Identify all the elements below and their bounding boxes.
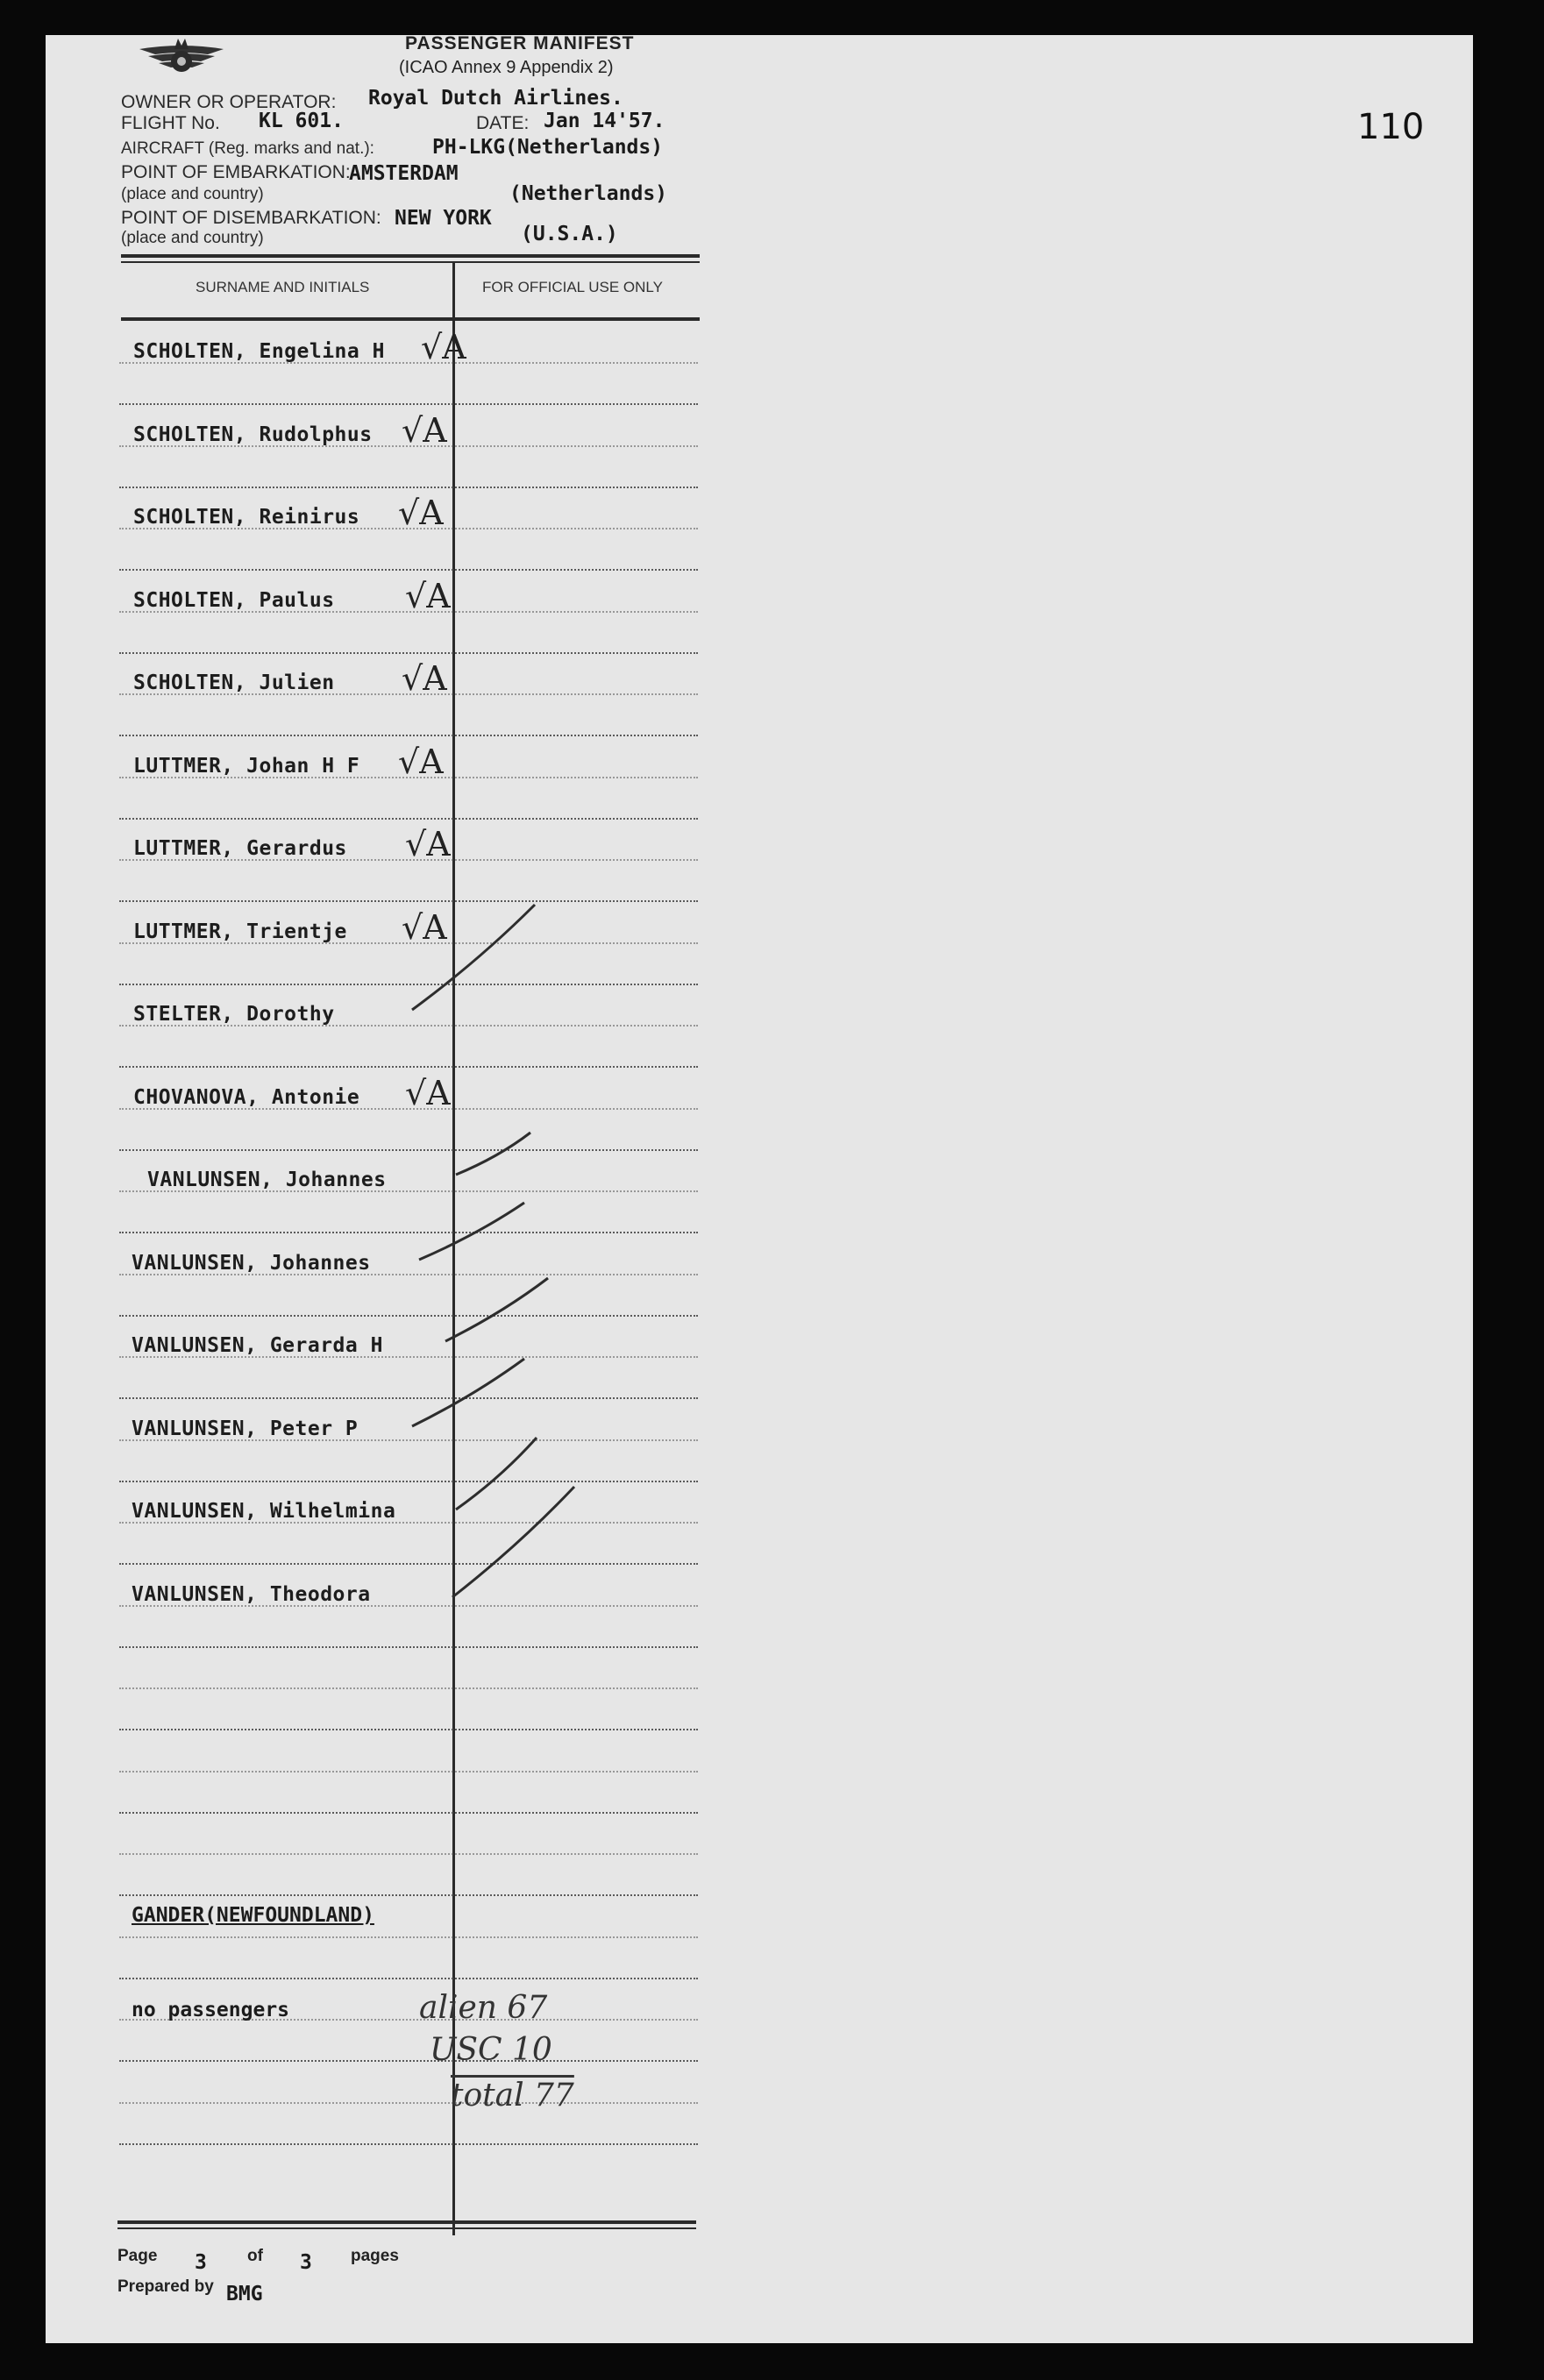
owner-label: OWNER OR OPERATOR: <box>121 92 337 112</box>
form-rule-line <box>119 1397 698 1399</box>
form-rule-line <box>119 487 698 488</box>
passenger-name: VANLUNSEN, Johannes <box>132 1251 371 1275</box>
official-check-mark: √A <box>405 1073 451 1112</box>
passenger-name: VANLUNSEN, Theodora <box>132 1582 371 1606</box>
form-rule-line <box>119 1149 698 1151</box>
disembarkation-sublabel: (place and country) <box>121 229 264 247</box>
passenger-name: SCHOLTEN, Rudolphus <box>133 423 373 446</box>
official-check-mark: √A <box>402 410 447 450</box>
passenger-name: SCHOLTEN, Reinirus <box>133 506 360 529</box>
footer-pages-label: pages <box>351 2247 399 2265</box>
embarkation-sublabel: (place and country) <box>121 185 264 203</box>
form-rule-line <box>119 1563 698 1565</box>
form-rule-line <box>119 652 698 654</box>
official-check-mark: √A <box>402 659 447 698</box>
form-rule-line <box>119 1978 698 1979</box>
footer-rule-thin <box>117 2227 696 2229</box>
embarkation-value: AMSTERDAM <box>349 162 459 185</box>
date-label: DATE: <box>476 113 530 133</box>
footer-page-label: Page <box>117 2247 158 2265</box>
form-rule-line <box>119 1936 698 1938</box>
form-rule-line <box>119 1812 698 1814</box>
official-check-mark: √A <box>405 825 451 863</box>
footer-prepared-label: Prepared by <box>117 2277 214 2296</box>
embarkation-country: (Netherlands) <box>509 182 668 205</box>
passenger-name: SCHOLTEN, Paulus <box>133 588 335 612</box>
passenger-name: SCHOLTEN, Julien <box>133 671 335 694</box>
form-rule-line <box>119 1066 698 1068</box>
form-rule-line <box>119 1894 698 1896</box>
tally-alien: alien 67 <box>419 1990 548 2026</box>
form-rule-line <box>119 984 698 985</box>
header-rule <box>121 254 700 258</box>
form-rule-line <box>119 1315 698 1317</box>
official-check-mark: √A <box>398 742 444 781</box>
tally-usc: USC 10 <box>430 2032 552 2068</box>
manifest-subtitle: (ICAO Annex 9 Appendix 2) <box>399 58 614 77</box>
disembarkation-label: POINT OF DISEMBARKATION: <box>121 208 381 228</box>
footer-page-value: 3 <box>195 2251 207 2274</box>
stopover-note: no passengers <box>132 1999 290 2021</box>
stopover-place: GANDER(NEWFOUNDLAND) <box>132 1904 374 1927</box>
embarkation-label: POINT OF EMBARKATION: <box>121 162 351 182</box>
footer-total-pages: 3 <box>300 2251 312 2274</box>
form-rule-line <box>119 1729 698 1730</box>
column-header-name: SURNAME AND INITIALS <box>196 279 370 295</box>
passenger-name: STELTER, Dorothy <box>133 1003 335 1026</box>
page-number: 110 <box>1357 107 1425 147</box>
disembarkation-country: (U.S.A.) <box>521 223 618 245</box>
form-rule-line <box>119 2060 698 2062</box>
manifest-title: PASSENGER MANIFEST <box>405 33 635 53</box>
disembarkation-value: NEW YORK <box>395 207 492 230</box>
passenger-name: LUTTMER, Gerardus <box>133 837 347 860</box>
form-rule-line <box>119 1481 698 1482</box>
form-rule-line <box>119 1646 698 1648</box>
official-check-mark: √A <box>405 576 451 615</box>
header-rule-thin <box>121 261 700 263</box>
passenger-name: SCHOLTEN, Engelina H <box>133 340 385 363</box>
form-rule-line <box>119 569 698 571</box>
date-value: Jan 14'57. <box>544 110 665 132</box>
passenger-name: VANLUNSEN, Wilhelmina <box>132 1500 396 1523</box>
footer-of-label: of <box>247 2247 263 2265</box>
passenger-name: VANLUNSEN, Peter P <box>132 1417 359 1440</box>
column-rule <box>121 317 700 321</box>
form-rule-line <box>119 1853 698 1855</box>
official-check-mark: √A <box>421 328 466 366</box>
form-rule-line <box>119 1771 698 1773</box>
form-rule-line <box>119 900 698 902</box>
passenger-name: CHOVANOVA, Antonie <box>133 1085 360 1109</box>
passenger-name: LUTTMER, Johan H F <box>133 754 360 778</box>
form-rule-line <box>119 1232 698 1233</box>
official-check-mark: √A <box>402 907 447 947</box>
passenger-name: LUTTMER, Trientje <box>133 920 347 943</box>
form-rule-line <box>119 2143 698 2145</box>
form-rule-line <box>119 2102 698 2104</box>
passenger-name: VANLUNSEN, Johannes <box>147 1169 387 1191</box>
footer-rule <box>117 2220 696 2224</box>
column-header-official: FOR OFFICIAL USE ONLY <box>482 279 663 295</box>
form-rule-line <box>119 818 698 820</box>
aircraft-value: PH-LKG(Netherlands) <box>432 136 664 159</box>
column-divider <box>452 263 455 2235</box>
owner-value: Royal Dutch Airlines. <box>368 87 623 110</box>
form-rule-line <box>119 1687 698 1689</box>
aircraft-label: AIRCRAFT (Reg. marks and nat.): <box>121 139 374 158</box>
flight-label: FLIGHT No. <box>121 113 220 133</box>
flight-value: KL 601. <box>259 110 344 132</box>
footer-prepared-value: BMG <box>226 2283 263 2305</box>
form-rule-line <box>119 735 698 736</box>
form-rule-line <box>119 403 698 405</box>
airline-logo-icon <box>138 35 225 81</box>
official-check-mark: √A <box>398 494 444 532</box>
passenger-name: VANLUNSEN, Gerarda H <box>132 1334 383 1357</box>
tally-total: total 77 <box>451 2078 574 2114</box>
